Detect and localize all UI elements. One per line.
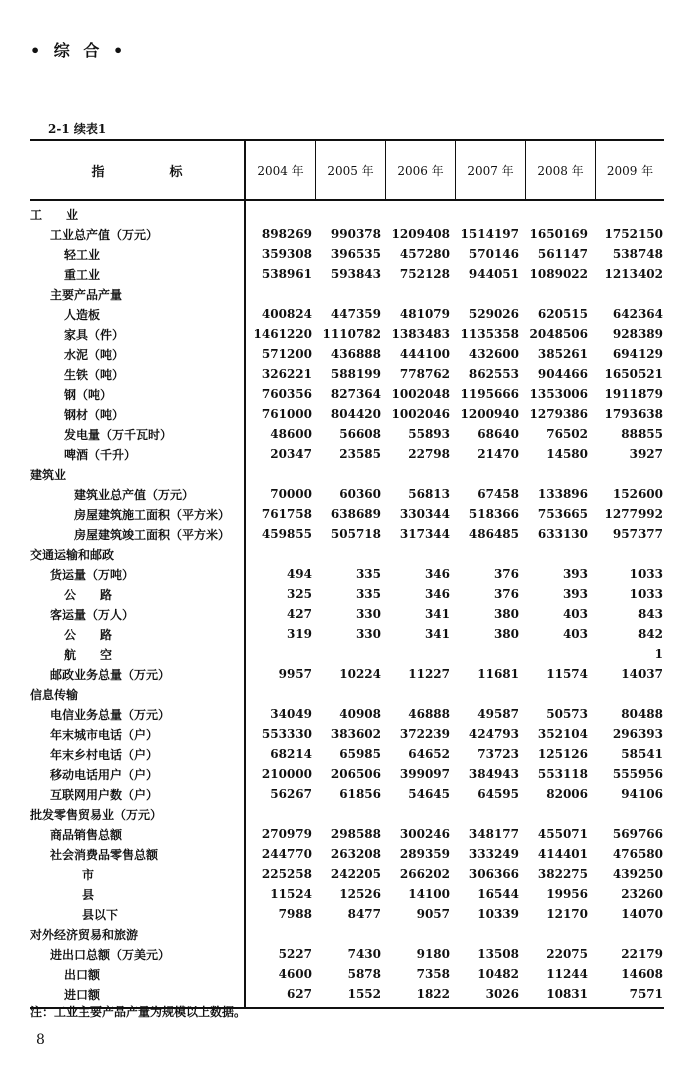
table-cell: 393 [562,567,588,581]
table-cell: 12170 [546,907,588,921]
table-row [30,304,664,324]
table-cell: 326221 [261,367,312,381]
table-cell: 70000 [270,487,312,501]
table-cell: 10224 [339,667,381,681]
row-label: 移动电话用户（户） [50,767,159,782]
row-label: 发电量（万千瓦时） [64,427,173,442]
table-cell: 957377 [612,527,663,541]
table-row [30,864,664,884]
table-cell: 23260 [621,887,663,901]
table-cell: 7988 [278,907,312,921]
table-cell: 827364 [330,387,381,401]
row-label: 重工业 [64,267,101,282]
row-label: 航 空 [64,647,113,662]
table-cell: 642364 [612,307,663,321]
table-row [30,504,664,524]
table-cell: 11524 [270,887,312,901]
table-cell: 242205 [330,867,381,881]
row-label: 生铁（吨） [64,367,125,382]
table-row [30,924,664,944]
row-label: 进出口总额（万美元） [50,947,171,962]
table-row [30,244,664,264]
table-row [30,764,664,784]
table-row [30,964,664,984]
row-label: 县 [82,887,95,902]
table-cell: 348177 [468,827,519,841]
table-row [30,484,664,504]
table-row [30,644,664,664]
table-body [30,201,664,1009]
table-cell: 1911879 [604,387,663,401]
table-cell: 561147 [537,247,588,261]
table-note: 注：工业主要产品产量为规模以上数据。 [30,1005,247,1019]
table-cell: 1110782 [322,327,381,341]
table-cell: 325 [286,587,312,601]
table-cell: 73723 [477,747,519,761]
table-cell: 424793 [468,727,519,741]
table-cell: 436888 [330,347,381,361]
table-cell: 1135358 [460,327,519,341]
table-cell: 206506 [330,767,381,781]
table-cell: 335 [355,587,381,601]
row-label: 出口额 [64,967,101,982]
table-cell: 761000 [261,407,312,421]
table-cell: 330 [355,607,381,621]
table-cell: 439250 [612,867,663,881]
table-cell: 944051 [468,267,519,281]
table-cell: 1822 [416,987,450,1001]
table-cell: 1002048 [391,387,450,401]
row-label: 房屋建筑施工面积（平方米） [74,507,231,522]
table-row [30,624,664,644]
table-cell: 1383483 [391,327,450,341]
table-cell: 1514197 [460,227,519,241]
table-cell: 319 [286,627,312,641]
row-label: 工 业 [30,207,79,222]
table-row [30,224,664,244]
table-cell: 553118 [537,767,588,781]
table-row [30,584,664,604]
table-cell: 753665 [537,507,588,521]
table-cell: 694129 [612,347,663,361]
table-cell: 494 [286,567,312,581]
table-row [30,804,664,824]
table-cell: 7430 [347,947,381,961]
table-cell: 346 [424,567,450,581]
table-cell: 7358 [416,967,450,981]
table-cell: 20347 [270,447,312,461]
table-cell: 270979 [261,827,312,841]
table-cell: 7571 [629,987,663,1001]
table-cell: 330 [355,627,381,641]
table-cell: 10482 [477,967,519,981]
table-cell: 459855 [261,527,312,541]
table-cell: 58541 [621,747,663,761]
table-cell: 760356 [261,387,312,401]
row-label: 市 [82,867,95,882]
table-row [30,204,664,224]
table-cell: 843 [637,607,663,621]
table-row [30,264,664,284]
table-cell: 904466 [537,367,588,381]
table-cell: 68640 [477,427,519,441]
row-label: 进口额 [64,987,101,1002]
year-header: 2004 年 [246,141,316,199]
table-cell: 300246 [399,827,450,841]
table-cell: 1213402 [604,267,663,281]
table-cell: 8477 [347,907,381,921]
row-label: 人造板 [64,307,101,322]
table-row [30,444,664,464]
table-cell: 14100 [408,887,450,901]
table-header-row [30,139,664,201]
table-cell: 555956 [612,767,663,781]
row-label: 互联网用户数（户） [50,787,159,802]
table-cell: 382275 [537,867,588,881]
table-cell: 11227 [408,667,450,681]
table-row [30,744,664,764]
table-cell: 385261 [537,347,588,361]
table-cell: 1650521 [604,367,663,381]
table-cell: 570146 [468,247,519,261]
table-cell: 352104 [537,727,588,741]
table-cell: 61856 [339,787,381,801]
table-cell: 333249 [468,847,519,861]
table-cell: 414401 [537,847,588,861]
table-cell: 22179 [621,947,663,961]
table-cell: 298588 [330,827,381,841]
table-cell: 16544 [477,887,519,901]
table-cell: 11244 [546,967,588,981]
table-cell: 1195666 [460,387,519,401]
table-row [30,824,664,844]
table-cell: 266202 [399,867,450,881]
table-cell: 306366 [468,867,519,881]
row-label: 年末乡村电话（户） [50,747,159,762]
table-cell: 125126 [537,747,588,761]
table-row [30,944,664,964]
table-cell: 481079 [399,307,450,321]
table-cell: 14070 [621,907,663,921]
table-cell: 620515 [537,307,588,321]
table-cell: 54645 [408,787,450,801]
table-cell: 842 [637,627,663,641]
table-cell: 1002046 [391,407,450,421]
table-row [30,844,664,864]
table-cell: 22075 [546,947,588,961]
table-cell: 341 [424,627,450,641]
table-cell: 1033 [629,587,663,601]
table-cell: 263208 [330,847,381,861]
table-cell: 50573 [546,707,588,721]
table-cell: 928389 [612,327,663,341]
table-row [30,424,664,444]
table-cell: 94106 [621,787,663,801]
row-label: 公 路 [64,627,113,642]
table-cell: 447359 [330,307,381,321]
row-label: 对外经济贸易和旅游 [30,927,139,942]
table-cell: 403 [562,627,588,641]
table-cell: 380 [493,627,519,641]
row-label: 批发零售贸易业（万元） [30,807,163,822]
table-cell: 752128 [399,267,450,281]
table-cell: 427 [286,607,312,621]
table-cell: 396535 [330,247,381,261]
table-cell: 1 [654,647,663,661]
table-cell: 778762 [399,367,450,381]
table-cell: 49587 [477,707,519,721]
table-cell: 376 [493,567,519,581]
row-label: 公 路 [64,587,113,602]
table-cell: 133896 [537,487,588,501]
table-cell: 359308 [261,247,312,261]
table-cell: 225258 [261,867,312,881]
row-label: 县以下 [82,907,119,922]
table-cell: 335 [355,567,381,581]
table-cell: 56267 [270,787,312,801]
row-label: 啤酒（千升） [64,447,137,462]
table-cell: 56608 [339,427,381,441]
table-cell: 593843 [330,267,381,281]
table-row [30,464,664,484]
table-cell: 1033 [629,567,663,581]
row-label: 建筑业总产值（万元） [74,487,195,502]
table-cell: 3927 [629,447,663,461]
row-label: 商品销售总额 [50,827,123,842]
row-label: 货运量（万吨） [50,567,135,582]
table-row [30,724,664,744]
table-cell: 64595 [477,787,519,801]
table-row [30,404,664,424]
table-cell: 1277992 [604,507,663,521]
table-cell: 403 [562,607,588,621]
table-cell: 317344 [399,527,450,541]
table-cell: 55893 [408,427,450,441]
table-cell: 518366 [468,507,519,521]
table-cell: 1650169 [529,227,588,241]
table-cell: 432600 [468,347,519,361]
table-cell: 46888 [408,707,450,721]
table-cell: 1200940 [460,407,519,421]
table-row [30,384,664,404]
table-row [30,544,664,564]
table-cell: 380 [493,607,519,621]
year-header: 2005 年 [316,141,386,199]
table-cell: 88855 [621,427,663,441]
table-row [30,344,664,364]
row-label: 钢材（吨） [64,407,125,422]
table-cell: 529026 [468,307,519,321]
table-cell: 455071 [537,827,588,841]
table-row [30,364,664,384]
row-label: 信息传输 [30,687,79,702]
table-cell: 289359 [399,847,450,861]
table-cell: 990378 [330,227,381,241]
table-cell: 476580 [612,847,663,861]
table-cell: 341 [424,607,450,621]
table-cell: 5878 [347,967,381,981]
row-label: 钢（吨） [64,387,113,402]
statistics-table [30,139,664,1009]
table-cell: 14608 [621,967,663,981]
row-label: 邮政业务总量（万元） [50,667,171,682]
table-cell: 330344 [399,507,450,521]
table-cell: 627 [286,987,312,1001]
table-cell: 9180 [416,947,450,961]
table-cell: 1752150 [604,227,663,241]
table-cell: 76502 [546,427,588,441]
table-row [30,784,664,804]
row-label: 工业总产值（万元） [50,227,159,242]
table-row [30,984,664,1004]
indicator-header: 指 标 [30,141,246,199]
table-cell: 56813 [408,487,450,501]
table-cell: 862553 [468,367,519,381]
table-cell: 12526 [339,887,381,901]
table-cell: 65985 [339,747,381,761]
table-cell: 1793638 [604,407,663,421]
row-label: 社会消费品零售总额 [50,847,159,862]
table-cell: 384943 [468,767,519,781]
table-cell: 60360 [339,487,381,501]
table-cell: 4600 [278,967,312,981]
table-row [30,884,664,904]
table-cell: 3026 [485,987,519,1001]
table-caption: 2-1 续表1 [48,122,107,136]
table-cell: 571200 [261,347,312,361]
table-cell: 1209408 [391,227,450,241]
table-cell: 399097 [399,767,450,781]
table-row [30,904,664,924]
table-cell: 569766 [612,827,663,841]
row-label: 主要产品产量 [50,287,123,302]
table-row [30,704,664,724]
row-label: 房屋建筑竣工面积（平方米） [74,527,231,542]
table-cell: 400824 [261,307,312,321]
table-cell: 346 [424,587,450,601]
table-cell: 393 [562,587,588,601]
table-cell: 538961 [261,267,312,281]
row-label: 电信业务总量（万元） [50,707,171,722]
table-cell: 67458 [477,487,519,501]
row-label: 交通运输和邮政 [30,547,115,562]
table-row [30,324,664,344]
row-label: 客运量（万人） [50,607,135,622]
table-cell: 2048506 [529,327,588,341]
table-cell: 1279386 [529,407,588,421]
table-cell: 486485 [468,527,519,541]
table-cell: 1353006 [529,387,588,401]
table-cell: 244770 [261,847,312,861]
table-cell: 633130 [537,527,588,541]
table-cell: 9057 [416,907,450,921]
table-cell: 898269 [261,227,312,241]
table-cell: 296393 [612,727,663,741]
table-cell: 14580 [546,447,588,461]
table-cell: 804420 [330,407,381,421]
table-cell: 14037 [621,667,663,681]
table-cell: 40908 [339,707,381,721]
table-row [30,664,664,684]
table-cell: 588199 [330,367,381,381]
table-cell: 10831 [546,987,588,1001]
year-header: 2007 年 [456,141,526,199]
table-cell: 210000 [261,767,312,781]
table-cell: 1089022 [529,267,588,281]
table-cell: 11681 [477,667,519,681]
table-cell: 9957 [278,667,312,681]
table-row [30,524,664,544]
table-cell: 80488 [621,707,663,721]
row-label: 水泥（吨） [64,347,125,362]
table-cell: 82006 [546,787,588,801]
table-cell: 5227 [278,947,312,961]
table-cell: 13508 [477,947,519,961]
table-cell: 64652 [408,747,450,761]
year-header: 2006 年 [386,141,456,199]
table-cell: 538748 [612,247,663,261]
table-cell: 11574 [546,667,588,681]
table-cell: 48600 [270,427,312,441]
row-label: 轻工业 [64,247,101,262]
row-label: 家具（件） [64,327,125,342]
table-cell: 68214 [270,747,312,761]
year-header: 2008 年 [526,141,596,199]
table-row [30,684,664,704]
table-cell: 22798 [408,447,450,461]
table-cell: 457280 [399,247,450,261]
table-cell: 444100 [399,347,450,361]
table-row [30,564,664,584]
table-cell: 10339 [477,907,519,921]
row-label: 建筑业 [30,467,67,482]
table-cell: 638689 [330,507,381,521]
table-cell: 383602 [330,727,381,741]
table-cell: 553330 [261,727,312,741]
table-cell: 21470 [477,447,519,461]
table-cell: 19956 [546,887,588,901]
table-cell: 152600 [612,487,663,501]
year-header: 2009 年 [606,163,654,178]
page-number: 8 [36,1032,45,1048]
table-row [30,604,664,624]
table-cell: 376 [493,587,519,601]
table-cell: 505718 [330,527,381,541]
row-label: 年末城市电话（户） [50,727,159,742]
table-cell: 23585 [339,447,381,461]
table-cell: 761758 [261,507,312,521]
table-row [30,284,664,304]
table-cell: 1552 [347,987,381,1001]
table-cell: 372239 [399,727,450,741]
section-header: • 综 合 • [30,41,128,60]
table-cell: 1461220 [253,327,312,341]
table-cell: 34049 [270,707,312,721]
